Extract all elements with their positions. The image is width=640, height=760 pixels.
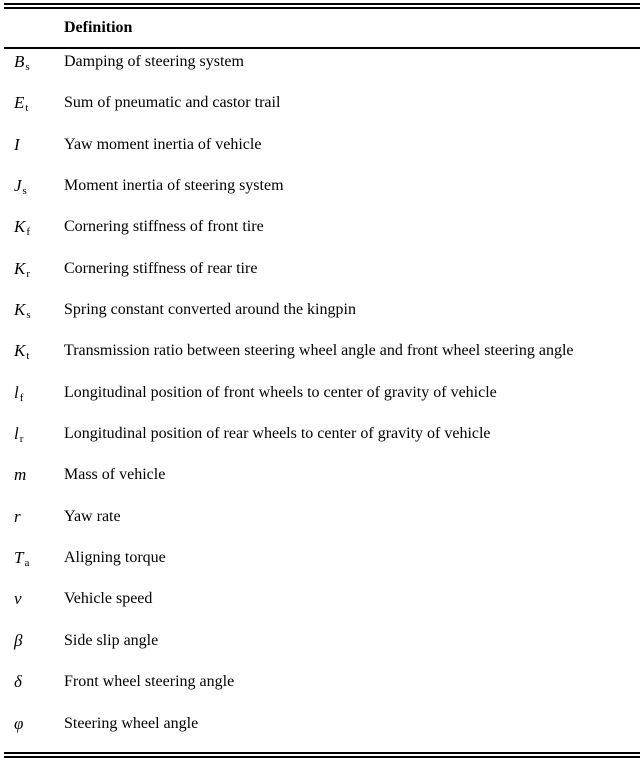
definition-cell: Sum of pneumatic and castor trail [64, 94, 281, 112]
definition-cell: Mass of vehicle [64, 466, 166, 484]
symbol-cell [14, 589, 22, 609]
table-row [0, 297, 640, 338]
definition-cell: Longitudinal position of rear wheels to center of gravity of vehicle [64, 425, 491, 443]
definition-cell: Cornering stiffness of front tire [64, 218, 264, 236]
table-row [0, 421, 640, 462]
definition-cell: Cornering stiffness of rear tire [64, 259, 258, 277]
symbol-subscript: t [26, 350, 30, 363]
symbol-cell [14, 383, 23, 405]
definition-cell: Yaw moment inertia of vehicle [64, 135, 262, 153]
definition-cell: Aligning torque [64, 549, 166, 567]
table-row [0, 49, 640, 90]
symbol-text: v [14, 589, 22, 609]
column-header-definition: Definition [64, 19, 133, 36]
symbol-cell [14, 631, 22, 651]
table-row [0, 462, 640, 503]
symbol-subscript: s [25, 61, 30, 73]
symbol-text: T [14, 548, 24, 568]
symbol-cell [14, 135, 20, 155]
definition-cell: Moment inertia of steering system [64, 177, 284, 195]
table-row [0, 256, 640, 297]
symbol-text: r [14, 506, 21, 526]
symbol-text: I [14, 134, 20, 154]
symbol-cell [14, 176, 27, 198]
symbol-cell [14, 300, 31, 322]
symbol-text: K [14, 300, 26, 320]
table-row [0, 214, 640, 255]
symbol-subscript: f [19, 391, 24, 404]
symbol-subscript: a [24, 557, 30, 570]
symbol-subscript: r [19, 433, 24, 446]
table-row [0, 711, 640, 752]
definition-cell: Damping of steering system [64, 53, 244, 70]
table-row [0, 338, 640, 379]
table-row [0, 132, 640, 173]
table-body [0, 49, 640, 752]
definition-cell: Transmission ratio between steering wheel angle and front wheel steering angle [64, 342, 574, 360]
symbol-cell [14, 548, 29, 570]
definition-cell: Longitudinal position of front wheels to center of gravity of vehicle [64, 383, 497, 401]
definition-cell: Front wheel steering angle [64, 673, 235, 691]
definition-cell: Side slip angle [64, 631, 159, 649]
definition-cell: Spring constant converted around the kingpin [64, 301, 356, 319]
symbol-subscript: s [26, 309, 31, 322]
symbol-text: K [14, 258, 26, 278]
definition-cell: Yaw rate [64, 507, 121, 525]
symbol-text: φ [14, 713, 24, 733]
symbol-cell [14, 465, 26, 485]
table-row [0, 90, 640, 131]
symbol-cell [14, 341, 29, 363]
table-bottom-rule [4, 756, 640, 758]
symbol-text: E [14, 93, 25, 113]
symbol-cell [14, 507, 21, 527]
symbol-cell [14, 217, 30, 239]
table-top-rule [4, 3, 640, 5]
symbol-text: l [14, 382, 19, 402]
symbol-text: K [14, 217, 26, 237]
table-row [0, 380, 640, 421]
table-top-rule-inner [4, 7, 640, 9]
symbol-text: K [14, 341, 26, 361]
symbol-cell [14, 424, 23, 446]
table-row [0, 586, 640, 627]
symbol-text: J [14, 176, 22, 196]
table-row [0, 173, 640, 214]
table-bottom-rule-inner [4, 752, 640, 754]
symbol-text: δ [14, 672, 22, 692]
symbol-subscript: t [25, 102, 29, 115]
symbol-text: B [14, 52, 25, 71]
definition-cell: Vehicle speed [64, 590, 153, 608]
symbol-text: l [14, 424, 19, 444]
table-row [0, 669, 640, 710]
symbol-text: β [14, 630, 23, 650]
symbol-subscript: r [26, 267, 31, 280]
symbol-subscript: s [22, 185, 27, 198]
table-row [0, 504, 640, 545]
symbol-subscript: f [26, 226, 31, 239]
table-row [0, 545, 640, 586]
definition-cell: Steering wheel angle [64, 714, 199, 732]
symbol-cell [14, 93, 28, 115]
symbol-cell [14, 714, 23, 734]
table-row [0, 628, 640, 669]
symbol-cell [14, 52, 30, 74]
symbol-cell [14, 259, 30, 281]
symbol-cell [14, 672, 22, 692]
symbol-text: m [14, 465, 27, 485]
